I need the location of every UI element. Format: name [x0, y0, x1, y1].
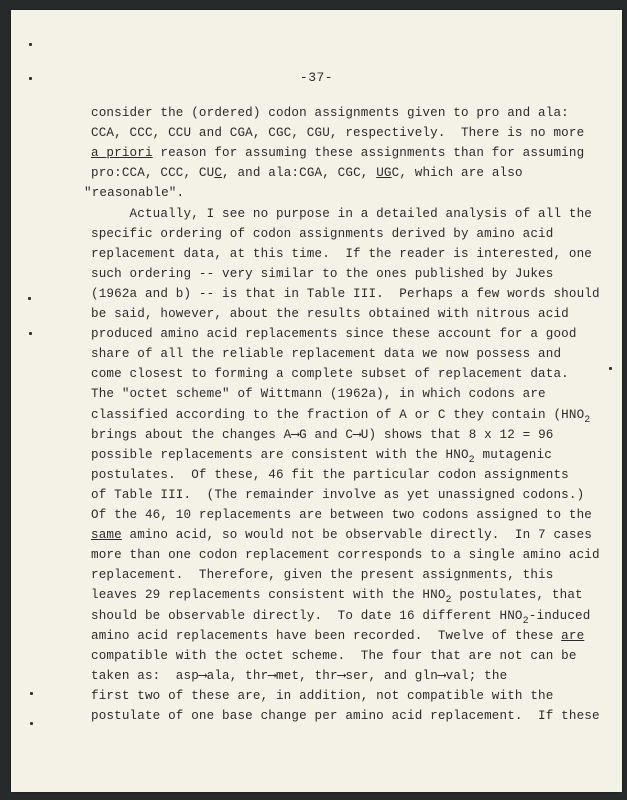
margin-mark — [30, 692, 33, 695]
text-segment: possible replacements are consistent with the HNO — [91, 447, 469, 462]
text-segment: C, which are also — [391, 166, 523, 181]
text-line: The "octet scheme" of Wittmann (1962a), in which codons are — [91, 387, 546, 402]
text-line: come closest to forming a complete subset of replacement data. — [91, 367, 569, 382]
text-segment: mutagenic — [474, 447, 552, 462]
text-line: specific ordering of codon assignments derived by amino acid — [91, 226, 554, 241]
margin-mark — [28, 297, 31, 300]
text-line: "reasonable". — [84, 186, 185, 201]
text-segment: classified according to the fraction of A or C they contain (HNO — [91, 407, 585, 422]
subscript: 2 — [445, 595, 452, 607]
text-segment: amino acid replacements have been recorded. Twelve of these — [91, 628, 562, 643]
page-number: -37- — [299, 70, 334, 85]
text-line: consider the (ordered) codon assignments given to pro and ala: — [91, 106, 569, 120]
subscript: 2 — [522, 615, 529, 627]
text-line — [91, 447, 552, 466]
text-line — [91, 407, 591, 426]
text-line: (1962a and b) -- is that in Table III. Perhaps a few words should — [91, 286, 600, 301]
text-line: such ordering -- very similar to the ones published by Jukes — [91, 266, 554, 281]
text-segment: reason for assuming these assignments than for assuming — [152, 146, 585, 161]
text-line — [91, 608, 591, 627]
text-line — [91, 146, 584, 161]
text-line — [91, 629, 584, 644]
margin-mark — [609, 367, 612, 370]
text-segment: amino acid, so would not be observable directly. In 7 cases — [121, 528, 592, 543]
text-line: first two of these are, in addition, not compatible with the — [91, 688, 554, 703]
text-segment: postulates, that — [451, 588, 583, 603]
margin-mark — [30, 722, 33, 725]
subscript: 2 — [468, 454, 475, 466]
subscript: 2 — [584, 414, 591, 426]
text-segment: should be observable directly. To date 16 different HNO — [91, 608, 523, 623]
text-line: be said, however, about the results obtained with nitrous acid — [91, 307, 569, 321]
body-text — [11, 10, 622, 792]
text-line: compatible with the octet scheme. The four that are not can be — [91, 648, 577, 663]
text-line: brings about the changes A⟶G and C⟶U) shows that 8 x 12 = 96 — [91, 427, 554, 442]
text-segment: -induced — [528, 608, 591, 623]
underlined-text: are — [561, 628, 585, 643]
underlined-text: a priori — [91, 146, 153, 161]
margin-mark — [29, 43, 32, 46]
text-line: CCA, CCC, CCU and CGA, CGC, CGU, respectively. There is no more — [91, 126, 585, 141]
text-line: replacement. Therefore, given the present assignments, this — [91, 568, 554, 583]
text-segment: pro:CCA, CCC, CU — [91, 166, 215, 181]
text-line: replacement data, at this time. If the reader is interested, one — [91, 246, 592, 261]
text-line: of Table III. (The remainder involve as yet unassigned codons.) — [91, 487, 585, 502]
text-line: postulates. Of these, 46 fit the particular codon assignments — [91, 467, 569, 482]
underlined-text: UG — [376, 166, 392, 181]
underlined-text: same — [91, 528, 122, 543]
text-line: taken as: asp⟶ala, thr⟶met, thr⟶ser, and gln⟶val; the — [91, 668, 508, 683]
text-line: produced amino acid replacements since these account for a good — [91, 327, 577, 342]
text-segment: , and ala:CGA, CGC, — [222, 166, 377, 181]
text-segment: leaves 29 replacements consistent with the HNO — [91, 588, 446, 603]
text-line — [91, 528, 592, 543]
text-line: Actually, I see no purpose in a detailed analysis of all the — [91, 206, 592, 221]
margin-mark — [29, 77, 32, 80]
margin-mark — [29, 332, 32, 335]
text-line: share of all the reliable replacement data we now possess and — [91, 347, 562, 362]
text-line: more than one codon replacement corresponds to a single amino acid — [91, 548, 600, 563]
document-page — [11, 10, 622, 792]
underlined-text: C — [214, 166, 223, 181]
text-line — [91, 588, 583, 607]
text-line — [91, 166, 523, 181]
text-line: postulate of one base change per amino acid replacement. If these — [91, 709, 600, 723]
text-line: Of the 46, 10 replacements are between two codons assigned to the — [91, 508, 592, 522]
